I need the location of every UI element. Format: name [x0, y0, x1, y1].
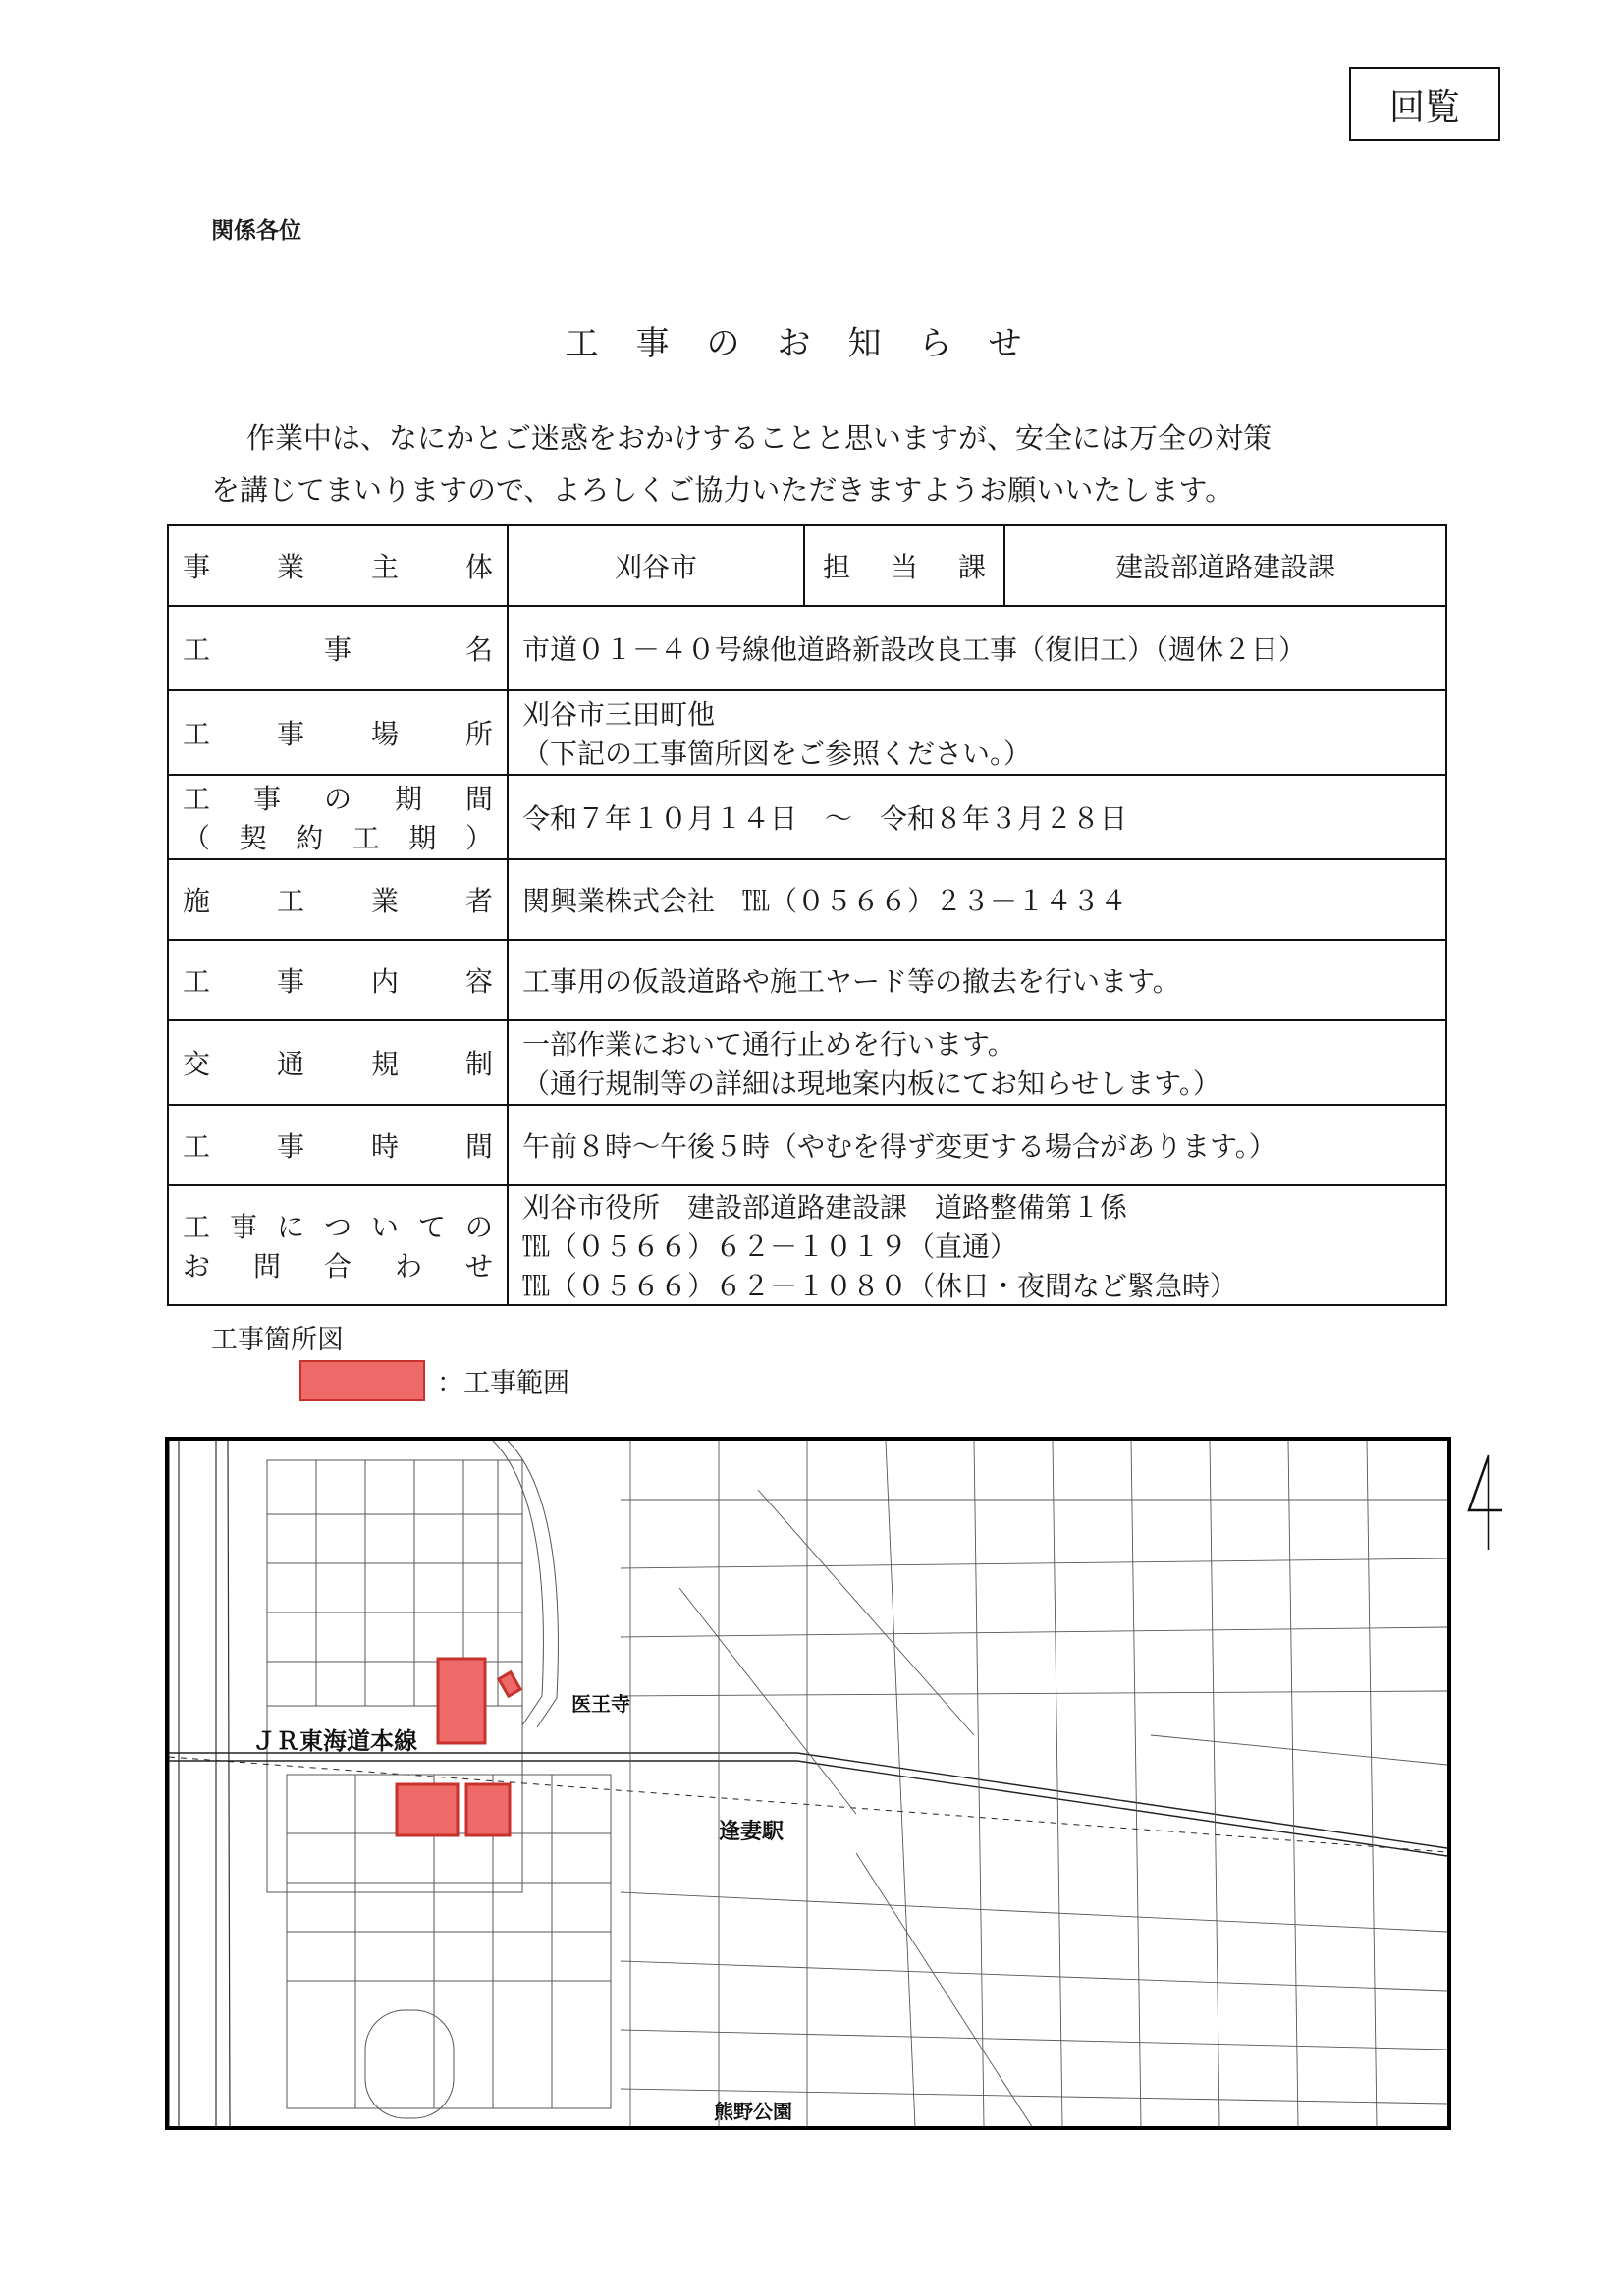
owner-row-cells	[508, 525, 1446, 606]
period-label-char: 間	[464, 783, 493, 815]
period-label-char: 期	[394, 783, 422, 815]
map-railway	[169, 1753, 1447, 1856]
name-label-char: 工	[183, 633, 211, 666]
owner-label-char: 主	[370, 551, 399, 583]
table-row-contact	[168, 1185, 1446, 1305]
map-section-title: 工事箇所図	[211, 1325, 344, 1355]
contact-line-3: ℡（０５６６）６２－１０８０（休日・夜間など緊急時）	[522, 1270, 1238, 1302]
north-arrow-icon	[1463, 1453, 1506, 1552]
traffic-label-char: 交	[183, 1048, 211, 1080]
period-label-char: ）	[464, 822, 493, 854]
table-row-contractor	[168, 859, 1446, 940]
table-row-name	[168, 606, 1446, 690]
period-label	[168, 775, 508, 859]
table-row-owner	[168, 525, 1446, 606]
hours-label-char: 時	[370, 1130, 399, 1163]
railway-label: ＪＲ東海道本線	[252, 1727, 417, 1755]
place-value	[508, 690, 1446, 775]
construction-area-2	[499, 1672, 520, 1696]
map-river	[169, 1441, 230, 2126]
traffic-label	[168, 1020, 508, 1105]
contractor-label-char: 施	[183, 885, 211, 917]
period-value: 令和７年１０月１４日 ～ 令和８年３月２８日	[508, 775, 1446, 859]
period-label-char: 事	[252, 783, 281, 815]
contractor-label-char: 工	[276, 885, 304, 917]
table-row-content	[168, 940, 1446, 1020]
period-label-char: の	[323, 783, 352, 815]
period-label-char: 工	[183, 783, 211, 815]
contractor-label-char: 業	[370, 885, 399, 917]
page-title: 工事のお知らせ	[565, 324, 1059, 363]
section-label-char: 課	[957, 551, 986, 583]
contact-label-char: つ	[323, 1211, 352, 1243]
content-label-char: 容	[464, 965, 493, 998]
intro-text	[211, 412, 1429, 517]
owner-label-char: 事	[183, 551, 211, 583]
place-label-char: 工	[183, 718, 211, 750]
contact-label-char: に	[276, 1211, 304, 1243]
contact-line-2: ℡（０５６６）６２－１０１９（直通）	[522, 1230, 1018, 1263]
contact-value	[508, 1185, 1446, 1305]
content-value: 工事用の仮設道路や施工ヤード等の撤去を行います。	[508, 940, 1446, 1020]
name-label-char: 名	[464, 633, 493, 666]
station-label: 逢妻駅	[719, 1820, 785, 1844]
traffic-label-char: 制	[464, 1048, 493, 1080]
contact-line-1: 刈谷市役所 建設部道路建設課 道路整備第１係	[522, 1191, 1128, 1224]
owner-label-char: 業	[276, 551, 304, 583]
construction-area-1	[438, 1659, 485, 1743]
intro-line-1: 作業中は、なにかとご迷惑をおかけすることと思いますが、安全には万全の対策	[246, 421, 1272, 455]
traffic-label-char: 規	[370, 1048, 399, 1080]
traffic-line-2: （通行規制等の詳細は現地案内板にてお知らせします。）	[522, 1067, 1220, 1100]
place-label-char: 場	[370, 718, 399, 750]
contractor-label-char: 者	[464, 885, 493, 917]
map-town-blocks	[621, 1441, 1447, 2126]
construction-area-4	[466, 1784, 510, 1835]
place-label-char: 事	[276, 718, 304, 750]
section-value: 建設部道路建設課	[1114, 551, 1335, 583]
content-label-char: 内	[370, 965, 399, 998]
hours-label-char: 間	[464, 1130, 493, 1163]
place-label-char: 所	[464, 718, 493, 750]
contact-label-char: 工	[183, 1211, 211, 1243]
place-line-2: （下記の工事箇所図をご参照ください。）	[522, 738, 1032, 770]
hours-label	[168, 1105, 508, 1185]
legend-label: ：工事範囲	[437, 1368, 569, 1398]
contact-label-char: 問	[252, 1250, 281, 1283]
period-label-char: 約	[296, 822, 324, 854]
contact-label-char: て	[417, 1211, 446, 1243]
place-line-1: 刈谷市三田町他	[522, 698, 716, 731]
contact-label	[168, 1185, 508, 1305]
owner-value: 刈谷市	[509, 526, 805, 605]
period-label-char: （	[183, 822, 211, 854]
legend-swatch	[299, 1360, 425, 1401]
contractor-value: 関興業株式会社 ℡（０５６６）２３－１４３４	[508, 859, 1446, 940]
table-row-traffic	[168, 1020, 1446, 1105]
contact-label-char: 事	[229, 1211, 257, 1243]
name-value: 市道０１－４０号線他道路新設改良工事（復旧工）（週休２日）	[508, 606, 1446, 690]
hours-label-char: 工	[183, 1130, 211, 1163]
kairan-stamp: 回覧	[1349, 67, 1500, 141]
construction-area-3	[397, 1784, 458, 1835]
contact-label-char: お	[183, 1250, 211, 1283]
period-label-char: 工	[352, 822, 380, 854]
traffic-value	[508, 1020, 1446, 1105]
table-row-hours	[168, 1105, 1446, 1185]
content-label-char: 事	[276, 965, 304, 998]
content-label	[168, 940, 508, 1020]
recipients: 関係各位	[211, 218, 301, 244]
contact-label-char: い	[370, 1211, 399, 1243]
period-label-char: 期	[408, 822, 437, 854]
name-label	[168, 606, 508, 690]
section-label	[805, 526, 1005, 605]
content-label-char: 工	[183, 965, 211, 998]
contact-label-char: わ	[394, 1250, 422, 1283]
info-table	[167, 524, 1447, 1306]
map-drawing	[169, 1441, 1447, 2126]
owner-label	[168, 525, 508, 606]
intro-line-2: を講じてまいりますので、よろしくご協力いただきますようお願いいたします。	[211, 473, 1234, 507]
contact-label-char: せ	[464, 1250, 493, 1283]
contractor-label	[168, 859, 508, 940]
hours-label-char: 事	[276, 1130, 304, 1163]
contact-label-char: の	[464, 1211, 493, 1243]
place-label	[168, 690, 508, 775]
table-row-period	[168, 775, 1446, 859]
owner-label-char: 体	[464, 551, 493, 583]
contact-label-char: 合	[323, 1250, 352, 1283]
construction-map	[165, 1437, 1451, 2130]
table-row-place	[168, 690, 1446, 775]
hours-value: 午前８時～午後５時（やむを得ず変更する場合があります。）	[508, 1105, 1446, 1185]
period-label-char: 契	[239, 822, 267, 854]
traffic-label-char: 通	[276, 1048, 304, 1080]
name-label-char: 事	[323, 633, 352, 666]
section-label-char: 当	[890, 551, 918, 583]
section-label-char: 担	[823, 551, 851, 583]
traffic-line-1: 一部作業において通行止めを行います。	[522, 1028, 1015, 1061]
park-label: 熊野公園	[714, 2100, 792, 2123]
temple-label: 医王寺	[571, 1692, 630, 1716]
